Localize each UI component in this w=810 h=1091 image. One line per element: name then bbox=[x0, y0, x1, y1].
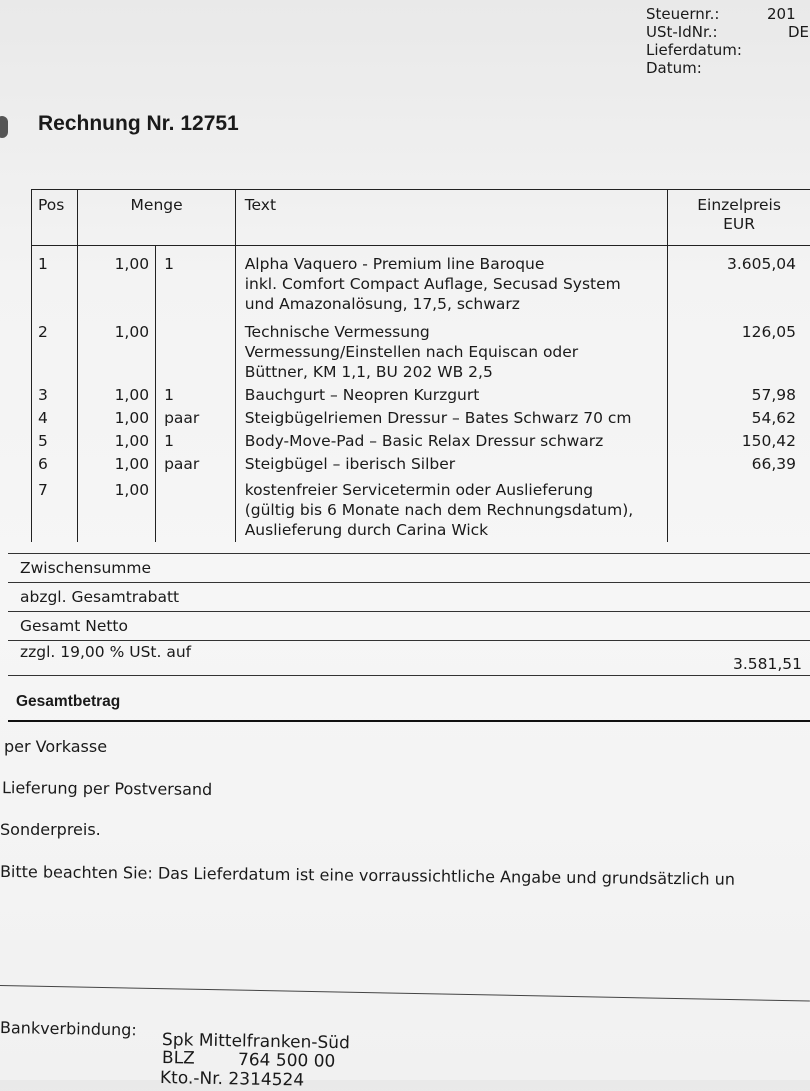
item-qty: 1,00 bbox=[78, 405, 156, 428]
delivery-date-notice: Bitte beachten Sie: Das Lieferdatum ist eine vorraussichtliche Angabe und grundsätzlich un bbox=[0, 862, 735, 889]
ust-row bbox=[8, 641, 810, 676]
table-body bbox=[32, 246, 810, 543]
item-unit: 1 bbox=[156, 382, 236, 405]
item-unit bbox=[156, 314, 236, 382]
gesamt-netto-label: Gesamt Netto bbox=[20, 617, 128, 635]
item-text bbox=[235, 246, 668, 315]
item-pos: 1 bbox=[32, 246, 78, 315]
steuernr-value: 201 bbox=[767, 5, 796, 23]
col-einzelpreis-header bbox=[668, 190, 810, 246]
item-qty: 1,00 bbox=[78, 314, 156, 382]
gesamt-netto-row bbox=[8, 612, 810, 641]
item-text-line: Vermessung/Einstellen nach Equiscan oder bbox=[245, 342, 668, 362]
gesamtrabatt-label: abzgl. Gesamtrabatt bbox=[20, 588, 179, 606]
item-qty: 1,00 bbox=[78, 474, 156, 542]
item-price: 126,05 bbox=[668, 314, 810, 382]
item-pos: 2 bbox=[32, 314, 78, 382]
item-text bbox=[235, 428, 668, 451]
item-price: 3.605,04 bbox=[668, 246, 810, 315]
item-text bbox=[235, 451, 668, 474]
item-price: 66,39 bbox=[668, 451, 810, 474]
col-text-header: Text bbox=[235, 190, 668, 246]
blz-label: BLZ bbox=[162, 1048, 195, 1069]
ust-value: 3.581,51 bbox=[733, 653, 802, 675]
item-price: 54,62 bbox=[668, 405, 810, 428]
item-text-line: Bauchgurt – Neopren Kurzgurt bbox=[245, 385, 668, 405]
col-menge-header: Menge bbox=[78, 190, 235, 246]
item-unit: 1 bbox=[156, 246, 236, 315]
special-price-note: Sonderpreis. bbox=[0, 820, 101, 839]
lieferdatum-label: Lieferdatum: bbox=[646, 41, 742, 59]
item-text-line: inkl. Comfort Compact Auflage, Secusad System bbox=[245, 274, 668, 294]
item-price bbox=[668, 474, 810, 542]
gesamtrabatt-row bbox=[8, 583, 810, 612]
steuernr-label: Steuernr.: bbox=[646, 5, 719, 23]
item-qty: 1,00 bbox=[78, 382, 156, 405]
paper-clip bbox=[0, 116, 8, 138]
blz-value: 764 500 00 bbox=[238, 1050, 336, 1072]
kto-partial: Kto.-Nr. 2314524 bbox=[160, 1068, 304, 1091]
zwischensumme-row bbox=[8, 554, 810, 583]
item-qty: 1,00 bbox=[78, 451, 156, 474]
item-text bbox=[235, 474, 668, 542]
item-pos: 3 bbox=[32, 382, 78, 405]
item-unit: paar bbox=[156, 405, 236, 428]
ustid-label: USt-IdNr.: bbox=[646, 23, 718, 41]
item-text-line: Alpha Vaquero - Premium line Baroque bbox=[245, 254, 668, 274]
table-row bbox=[32, 314, 810, 382]
item-text-line: kostenfreier Servicetermin oder Auslieferung bbox=[245, 480, 668, 500]
zwischensumme-label: Zwischensumme bbox=[20, 559, 151, 577]
item-text bbox=[235, 314, 668, 382]
item-text-line: Body-Move-Pad – Basic Relax Dressur schwarz bbox=[245, 431, 668, 451]
invoice-items-table bbox=[31, 189, 810, 542]
totals-block bbox=[8, 553, 810, 722]
ust-label: zzgl. 19,00 % USt. auf bbox=[20, 643, 191, 661]
item-price: 57,98 bbox=[668, 382, 810, 405]
ustid-value: DE bbox=[788, 23, 809, 41]
item-text bbox=[235, 405, 668, 428]
item-text-line: Steigbügel – iberisch Silber bbox=[245, 454, 668, 474]
item-text-line: Technische Vermessung bbox=[245, 322, 668, 342]
footer-divider bbox=[0, 985, 810, 1002]
col-pos-header: Pos bbox=[32, 190, 78, 246]
item-price: 150,42 bbox=[668, 428, 810, 451]
payment-note: per Vorkasse bbox=[4, 737, 107, 756]
item-unit: 1 bbox=[156, 428, 236, 451]
table-row bbox=[32, 451, 810, 474]
item-qty: 1,00 bbox=[78, 246, 156, 315]
item-text bbox=[235, 382, 668, 405]
item-text-line: und Amazonalösung, 17,5, schwarz bbox=[245, 294, 668, 314]
gesamtbetrag-row bbox=[8, 676, 810, 722]
table-row bbox=[32, 474, 810, 542]
table-header-row bbox=[32, 190, 810, 246]
item-pos: 5 bbox=[32, 428, 78, 451]
item-unit bbox=[156, 474, 236, 542]
table-row bbox=[32, 428, 810, 451]
gesamtbetrag-label: Gesamtbetrag bbox=[16, 693, 120, 710]
item-pos: 4 bbox=[32, 405, 78, 428]
item-pos: 7 bbox=[32, 474, 78, 542]
table-row bbox=[32, 405, 810, 428]
invoice-title: Rechnung Nr. 12751 bbox=[38, 112, 239, 136]
datum-label: Datum: bbox=[646, 59, 702, 77]
table-row bbox=[32, 382, 810, 405]
bank-label: Bankverbindung: bbox=[0, 1018, 137, 1039]
item-text-line: Steigbügelriemen Dressur – Bates Schwarz 70 cm bbox=[245, 408, 668, 428]
delivery-note: Lieferung per Postversand bbox=[2, 778, 212, 799]
item-text-line: Büttner, KM 1,1, BU 202 WB 2,5 bbox=[245, 362, 668, 382]
item-text-line: Auslieferung durch Carina Wick bbox=[245, 520, 668, 540]
item-qty: 1,00 bbox=[78, 428, 156, 451]
table-row bbox=[32, 246, 810, 315]
bank-name: Spk Mittelfranken-Süd bbox=[162, 1030, 350, 1053]
currency-label: EUR bbox=[668, 215, 810, 234]
item-unit: paar bbox=[156, 451, 236, 474]
item-text-line: (gültig bis 6 Monate nach dem Rechnungsdatum), bbox=[245, 500, 668, 520]
einzelpreis-label: Einzelpreis bbox=[668, 196, 810, 215]
item-pos: 6 bbox=[32, 451, 78, 474]
